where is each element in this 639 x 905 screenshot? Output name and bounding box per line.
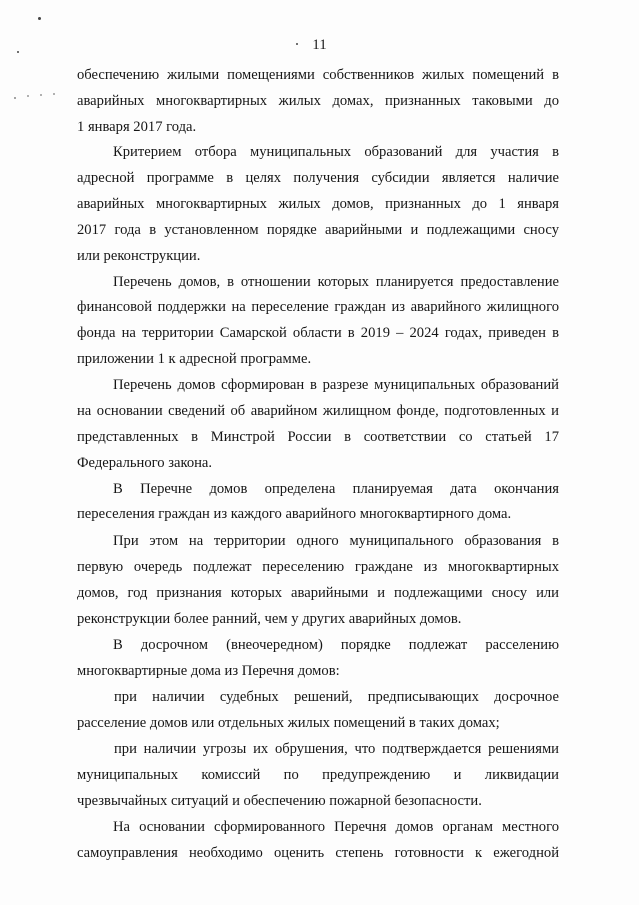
scan-speck — [38, 17, 41, 20]
text-line: На основании сформированного Перечня домов органам местного — [113, 819, 559, 835]
text-line: самоуправления необходимо оценить степень готовности к ежегодной — [77, 845, 559, 861]
text-line: при наличии угрозы их обрушения, что подтверждается решениями — [114, 741, 559, 757]
text-line: чрезвычайных ситуаций и обеспечению пожарной безопасности. — [77, 793, 482, 809]
text-line: Федерального закона. — [77, 455, 213, 471]
text-line: обеспечению жилыми помещениями собственников жилых помещений в — [77, 67, 559, 83]
text-line: Перечень домов сформирован в разрезе муниципальных образований — [113, 377, 559, 393]
text-line: при наличии судебных решений, предписывающих досрочное — [114, 689, 559, 705]
scan-speck — [27, 95, 29, 97]
text-line: 1 января 2017 года. — [77, 119, 197, 135]
text-line: адресной программе в целях получения субсидии является наличие — [77, 170, 559, 186]
text-line: муниципальных комиссий по предупреждению и ликвидации — [77, 767, 559, 783]
text-line: фонда на территории Самарской области в 2019 – 2024 годах, приведен в — [77, 325, 559, 341]
text-line: расселение домов или отдельных жилых помещений в таких домах; — [77, 715, 500, 731]
text-line: При этом на территории одного муниципального образования в — [113, 533, 559, 549]
text-line: аварийных многоквартирных жилых домов, признанных до 1 января — [77, 196, 559, 212]
text-line: финансовой поддержки на переселение граждан из аварийного жилищного — [77, 299, 559, 315]
text-line: В досрочном (внеочередном) порядке подлежат расселению — [113, 637, 559, 653]
text-line: первую очередь подлежат переселению граждане из многоквартирных — [77, 559, 559, 575]
text-line: многоквартирные дома из Перечня домов: — [77, 663, 340, 679]
text-line: домов, год признания которых аварийными и подлежащими сносу или — [77, 585, 559, 601]
text-line: на основании сведений об аварийном жилищном фонде, подготовленных и — [77, 403, 559, 419]
text-line: представленных в Минстрой России в соответствии со статьей 17 — [77, 429, 559, 445]
text-line: Перечень домов, в отношении которых планируется предоставление — [113, 274, 559, 290]
text-line: 2017 года в установленном порядке аварийными и подлежащими сносу — [77, 222, 559, 238]
text-line: реконструкции более ранний, чем у других аварийных домов. — [77, 611, 462, 627]
text-line: переселения граждан из каждого аварийного многоквартирного дома. — [77, 506, 512, 522]
scan-speck — [14, 97, 16, 99]
text-line: Критерием отбора муниципальных образований для участия в — [113, 144, 559, 160]
text-line: или реконструкции. — [77, 248, 201, 264]
text-line: аварийных многоквартирных жилых домах, признанных таковыми до — [77, 93, 559, 109]
text-line: приложении 1 к адресной программе. — [77, 351, 312, 367]
page-number: 11 — [312, 37, 327, 53]
scan-speck — [40, 94, 42, 96]
text-line: В Перечне домов определена планируемая дата окончания — [113, 481, 559, 497]
scan-speck — [53, 93, 55, 95]
